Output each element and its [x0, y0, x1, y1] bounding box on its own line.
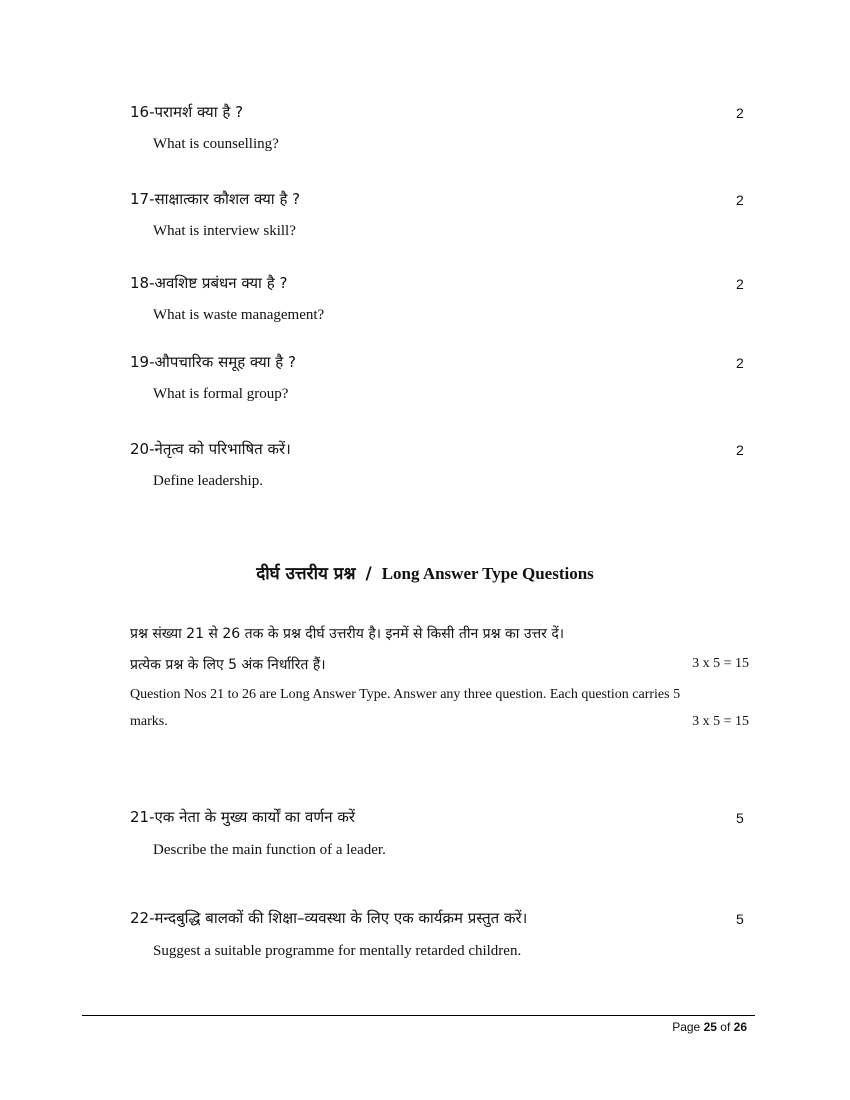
question-english: Suggest a suitable programme for mentally retarded children.	[153, 943, 522, 959]
question-hindi: 18-अवशिष्ट प्रबंधन क्या है ?	[130, 274, 288, 292]
question-hindi: 19-औपचारिक समूह क्या है ?	[130, 353, 296, 371]
instruction-hindi-marks: 3 x 5 = 15	[692, 656, 749, 671]
question-marks: 2	[736, 105, 744, 121]
instruction-english-line1: Question Nos 21 to 26 are Long Answer Type. Answer any three question. Each question carries 5	[130, 687, 681, 702]
instruction-english-marks: 3 x 5 = 15	[692, 714, 749, 729]
question-hindi: 17-साक्षात्कार कौशल क्या है ?	[130, 190, 301, 208]
question-marks: 2	[736, 276, 744, 292]
total-pages: 26	[733, 1020, 747, 1034]
question-hindi: 21-एक नेता के मुख्य कार्यों का वर्णन करें	[130, 808, 355, 826]
footer-divider	[82, 1015, 755, 1016]
of-label: of	[720, 1020, 731, 1034]
section-title	[0, 561, 850, 584]
question-marks: 2	[736, 192, 744, 208]
question-english: Define leadership.	[153, 473, 263, 489]
instruction-hindi-line2: प्रत्येक प्रश्न के लिए 5 अंक निर्धारित हैं।	[130, 657, 326, 673]
question-marks: 2	[736, 355, 744, 371]
instruction-hindi-line1: प्रश्न संख्या 21 से 26 तक के प्रश्न दीर्घ उत्तरीय है। इनमें से किसी तीन प्रश्न का उत्तर दें।	[130, 626, 565, 642]
question-hindi: 22-मन्दबुद्धि बालकों की शिक्षा–व्यवस्था के लिए एक कार्यक्रम प्रस्तुत करें।	[130, 909, 528, 927]
question-english: What is waste management?	[153, 307, 325, 323]
section-title-separator: /	[365, 564, 372, 584]
question-marks: 2	[736, 442, 744, 458]
page-number: 25	[703, 1020, 717, 1034]
question-english: What is counselling?	[153, 136, 279, 152]
question-hindi: 20-नेतृत्व को परिभाषित करें।	[130, 440, 291, 458]
page-footer	[672, 1020, 747, 1034]
page-label: Page	[672, 1020, 701, 1034]
question-english: What is interview skill?	[153, 223, 296, 239]
section-title-hindi: दीर्घ उत्तरीय प्रश्न	[256, 564, 356, 584]
instruction-english-line2: marks.	[130, 714, 168, 729]
question-english: Describe the main function of a leader.	[153, 842, 386, 858]
question-hindi: 16-परामर्श क्या है ?	[130, 103, 244, 121]
question-marks: 5	[736, 810, 744, 826]
question-english: What is formal group?	[153, 386, 289, 402]
section-title-english: Long Answer Type Questions	[381, 564, 594, 583]
question-marks: 5	[736, 911, 744, 927]
